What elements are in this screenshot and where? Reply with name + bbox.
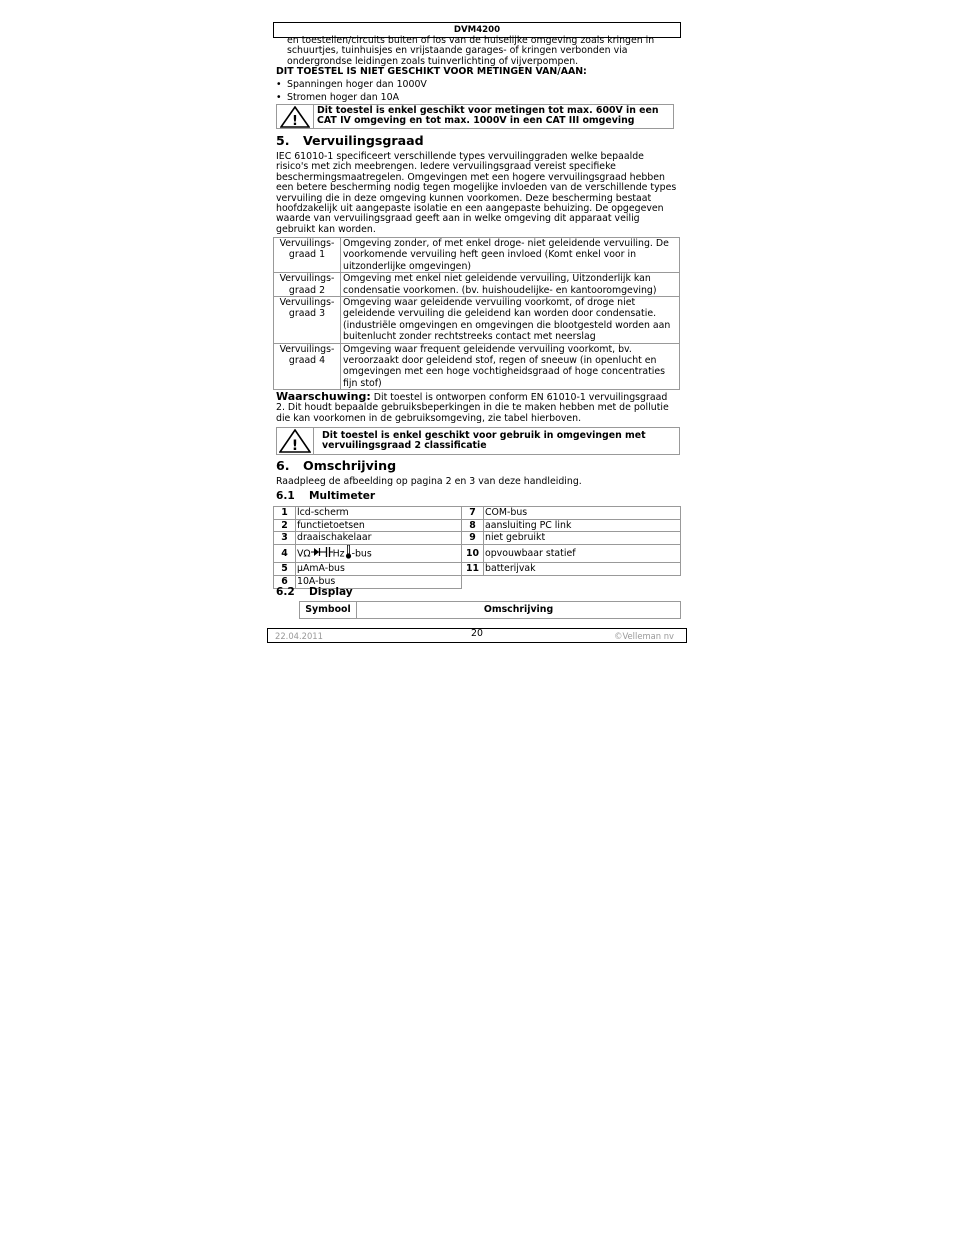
description-cell: Omgeving met enkel niet geleidende vervuiling, Uitzonderlijk kan condensatie voorkomen. (bv. huishoudelijke- en kantooromgeving) [341,273,680,297]
footer-date: 22.04.2011 [275,631,323,641]
column-header-description: Omschrijving [357,602,681,619]
parts-table [273,506,681,589]
warning-box-voltage [276,104,674,129]
degree-cell: Vervuilings- graad 3 [274,297,341,344]
svg-text:!: ! [292,113,298,128]
section-6-text: Raadpleeg de afbeelding op pagina 2 en 3 van deze handleiding. [276,476,582,487]
description-cell: Omgeving zonder, of met enkel droge- niet geleidende vervuiling. De voorkomende vervuiling heft geen invloed (Komt enkel voor in uitzonderlijke omgevingen) [341,238,680,273]
warning-box-pollution [276,427,680,455]
waarschuwing-paragraph: Waarschuwing: Dit toestel is ontworpen conform EN 61010-1 vervuilingsgraad 2. Dit houdt bepaalde gebruiksbeperkingen in die te maken hebben met de pollutie die kan voorkomen in de gebruiksomgeving, zie tabel hierboven. [276,390,669,424]
display-table [299,601,681,619]
not-suitable-heading: DIT TOESTEL IS NIET GESCHIKT VOOR METINGEN VAN/AAN: [276,66,587,78]
warning-text: Dit toestel is enkel geschikt voor gebruik in omgevingen met vervuilingsgraad 2 classificatie [322,430,646,452]
bullet-item: • Stromen hoger dan 10A [276,91,400,103]
footer-copyright: ©Velleman nv [614,631,674,641]
table-row: 6 10A-bus [274,575,681,588]
table-row: 1 lcd-scherm 7 COM-bus [274,507,681,520]
table-row: 3 draaischakelaar 9 niet gebruikt [274,532,681,545]
pollution-degree-table [273,237,680,390]
degree-cell: Vervuilings- graad 2 [274,273,341,297]
intro-line: ondergrondse leidingen zoals tuinverlichting of vijverpompen. [287,55,579,67]
warning-triangle-icon [277,105,314,128]
subsection-6-1-heading: 6.1 Multimeter [276,490,376,502]
section-6-heading: 6. Omschrijving [276,458,397,473]
table-row [274,273,680,297]
table-row [274,297,680,344]
table-row: 2 functietoetsen 8 aansluiting PC link [274,519,681,532]
bullet-item: • Spanningen hoger dan 1000V [276,78,427,90]
diode-symbol-icon [311,547,323,561]
description-cell: Omgeving waar geleidende vervuiling voorkomt, of droge niet geleidende vervuiling die geleidend kan worden door condensatie. (industriële omgevingen en omgevingen die blootgesteld worden aan buitenlucht zonder rechtstreeks contact met neerslag [341,297,680,344]
capacitor-symbol-icon [323,547,333,561]
intro-line: en toestellen/circuits buiten of los van de huiselijke omgeving zoals kringen in [287,35,655,46]
description-cell: Omgeving waar frequent geleidende vervuiling voorkomt, bv. veroorzaakt door geleidend stof, regen of sneeuw (in openlucht en omgevingen met een hoge vochtigheidsgraad of hoge concentraties fijn stof) [341,343,680,390]
page-number: 20 [471,628,483,639]
subsection-6-2-heading: 6.2 Display [276,586,353,598]
table-row: 5 µAmA-bus 11 batterijvak [274,563,681,576]
table-row: 4 VΩ Hz -bus 10 opvouwbaar statief [274,544,681,563]
column-header-symbol: Symbool [300,602,357,619]
warning-text: Dit toestel is enkel geschikt voor metingen tot max. 600V in een CAT IV omgeving en tot max. 1000V in een CAT III omgeving [317,105,659,127]
section-5-paragraph: IEC 61010-1 specificeert verschillende types vervuilinggraden welke bepaalde risico's met zich meebrengen. Iedere vervuilingsgraad vereist specifieke beschermingsmaatregelen. Omgevingen met een hogere vervuilingsgraad hebben een betere bescherming nodig tegen mogelijke invloeden van de verschillende types vervuiling die in deze omgeving kunnen voorkomen. Deze bescherming bestaat hoofdzakelijk uit aangepaste isolatie en een aangepaste behuizing. De opgegeven waarde van vervuilingsgraad geeft aan in welke omgeving dit apparaat veilig gebruikt kan worden. [276,151,677,235]
section-5-heading: 5. Vervuilingsgraad [276,133,424,148]
intro-line: schuurtjes, tuinhuisjes en vrijstaande garages- of kringen verbonden via [287,45,628,57]
waarschuwing-label: Waarschuwing: [276,390,371,403]
warning-triangle-icon [277,428,314,454]
thermometer-symbol-icon [345,545,352,563]
degree-cell: Vervuilings- graad 4 [274,343,341,390]
svg-text:!: ! [291,438,299,453]
table-row [274,343,680,390]
document-header-model: DVM4200 [273,22,681,38]
table-row [274,238,680,273]
intro-block [276,36,680,104]
page-footer [267,628,687,643]
table-header-row [300,602,681,619]
degree-cell: Vervuilings- graad 1 [274,238,341,273]
